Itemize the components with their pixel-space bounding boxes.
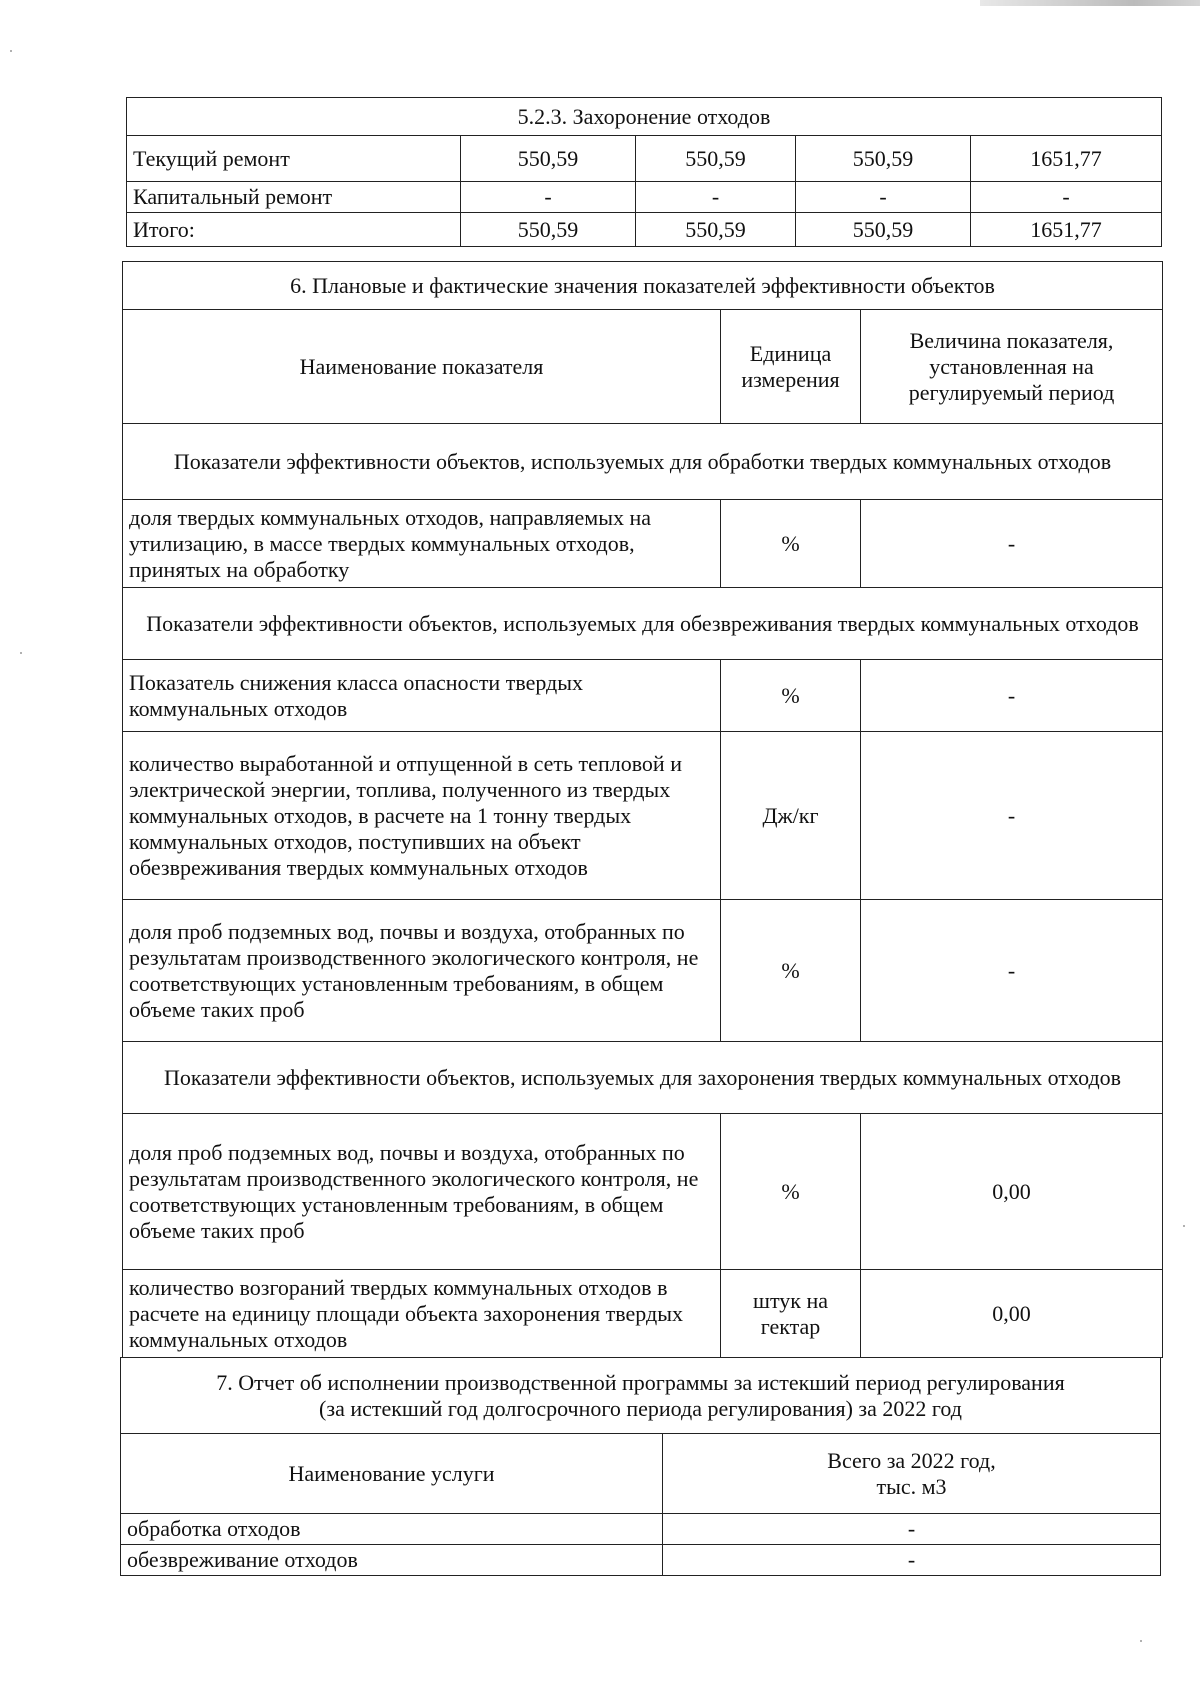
scan-speck [10, 50, 12, 52]
section-6-heading: 6. Плановые и фактические значения показателей эффективности объектов [123, 262, 1163, 310]
value-cell: 1651,77 [971, 213, 1162, 247]
value-cell: - [971, 182, 1162, 213]
value-cell: - [461, 182, 636, 213]
section-5-2-3-table [126, 97, 1162, 247]
value-cell: - [636, 182, 796, 213]
column-header-service: Наименование услуги [121, 1434, 663, 1514]
indicator-value: - [861, 732, 1163, 900]
section-7-heading [121, 1358, 1161, 1434]
section-6-table [122, 261, 1163, 1358]
scan-speck [20, 652, 22, 654]
indicator-name: количество возгораний твердых коммунальных отходов в расчете на единицу площади объекта захоронения твердых коммунальных отходов [123, 1270, 721, 1358]
indicator-value: 0,00 [861, 1270, 1163, 1358]
indicator-unit: % [721, 900, 861, 1042]
value-cell: 550,59 [796, 136, 971, 182]
section-7-heading-line-1: 7. Отчет об исполнении производственной программы за истекший период регулирования [216, 1369, 1065, 1395]
section-5-2-3-heading: 5.2.3. Захоронение отходов [127, 98, 1162, 136]
value-cell: 550,59 [636, 213, 796, 247]
value-cell: 550,59 [796, 213, 971, 247]
indicator-value: - [861, 900, 1163, 1042]
indicator-value: - [861, 660, 1163, 732]
indicator-name: Показатель снижения класса опасности твердых коммунальных отходов [123, 660, 721, 732]
value-cell: 550,59 [461, 213, 636, 247]
indicator-unit: Дж/кг [721, 732, 861, 900]
row-label-total: Итого: [127, 213, 461, 247]
row-label-current-repair: Текущий ремонт [127, 136, 461, 182]
indicator-value: - [861, 500, 1163, 588]
value-cell: - [796, 182, 971, 213]
indicator-name: доля твердых коммунальных отходов, направляемых на утилизацию, в массе твердых коммунальных отходов, принятых на обработку [123, 500, 721, 588]
section-7-table [120, 1357, 1161, 1576]
indicator-unit: % [721, 1114, 861, 1270]
group-title-processing: Показатели эффективности объектов, используемых для обработки твердых коммунальных отходов [123, 424, 1163, 500]
indicator-value: 0,00 [861, 1114, 1163, 1270]
scan-artifact [980, 0, 1200, 6]
service-total: - [663, 1545, 1161, 1576]
indicator-name: доля проб подземных вод, почвы и воздуха, отобранных по результатам производственного экологического контроля, не соответствующих установленным требованиям, в общем объеме таких проб [123, 900, 721, 1042]
value-cell: 1651,77 [971, 136, 1162, 182]
section-7-heading-line-2: (за истекший год долгосрочного периода регулирования) за 2022 год [319, 1395, 962, 1421]
service-total: - [663, 1514, 1161, 1545]
value-cell: 550,59 [636, 136, 796, 182]
indicator-unit: % [721, 500, 861, 588]
group-title-burial: Показатели эффективности объектов, используемых для захоронения твердых коммунальных отходов [123, 1042, 1163, 1114]
column-header-unit: Единица измерения [721, 310, 861, 424]
indicator-name: доля проб подземных вод, почвы и воздуха, отобранных по результатам производственного экологического контроля, не соответствующих установленным требованиям, в общем объеме таких проб [123, 1114, 721, 1270]
value-cell: 550,59 [461, 136, 636, 182]
column-header-total [663, 1434, 1161, 1514]
column-header-value: Величина показателя, установленная на регулируемый период [861, 310, 1163, 424]
service-name: обработка отходов [121, 1514, 663, 1545]
group-title-neutralization: Показатели эффективности объектов, используемых для обезвреживания твердых коммунальных отходов [123, 588, 1163, 660]
scan-speck [1183, 1225, 1185, 1227]
column-header-indicator-name: Наименование показателя [123, 310, 721, 424]
scan-speck [1140, 1640, 1142, 1642]
indicator-unit: % [721, 660, 861, 732]
column-header-total-line-2: тыс. м3 [876, 1473, 947, 1499]
indicator-name: количество выработанной и отпущенной в сеть тепловой и электрической энергии, топлива, полученного из твердых коммунальных отходов, в расчете на 1 тонну твердых коммунальных отходов, поступивших на объект обезвреживания твердых коммунальных отходов [123, 732, 721, 900]
column-header-total-line-1: Всего за 2022 год, [827, 1447, 996, 1473]
row-label-capital-repair: Капитальный ремонт [127, 182, 461, 213]
service-name: обезвреживание отходов [121, 1545, 663, 1576]
indicator-unit: штук на гектар [721, 1270, 861, 1358]
